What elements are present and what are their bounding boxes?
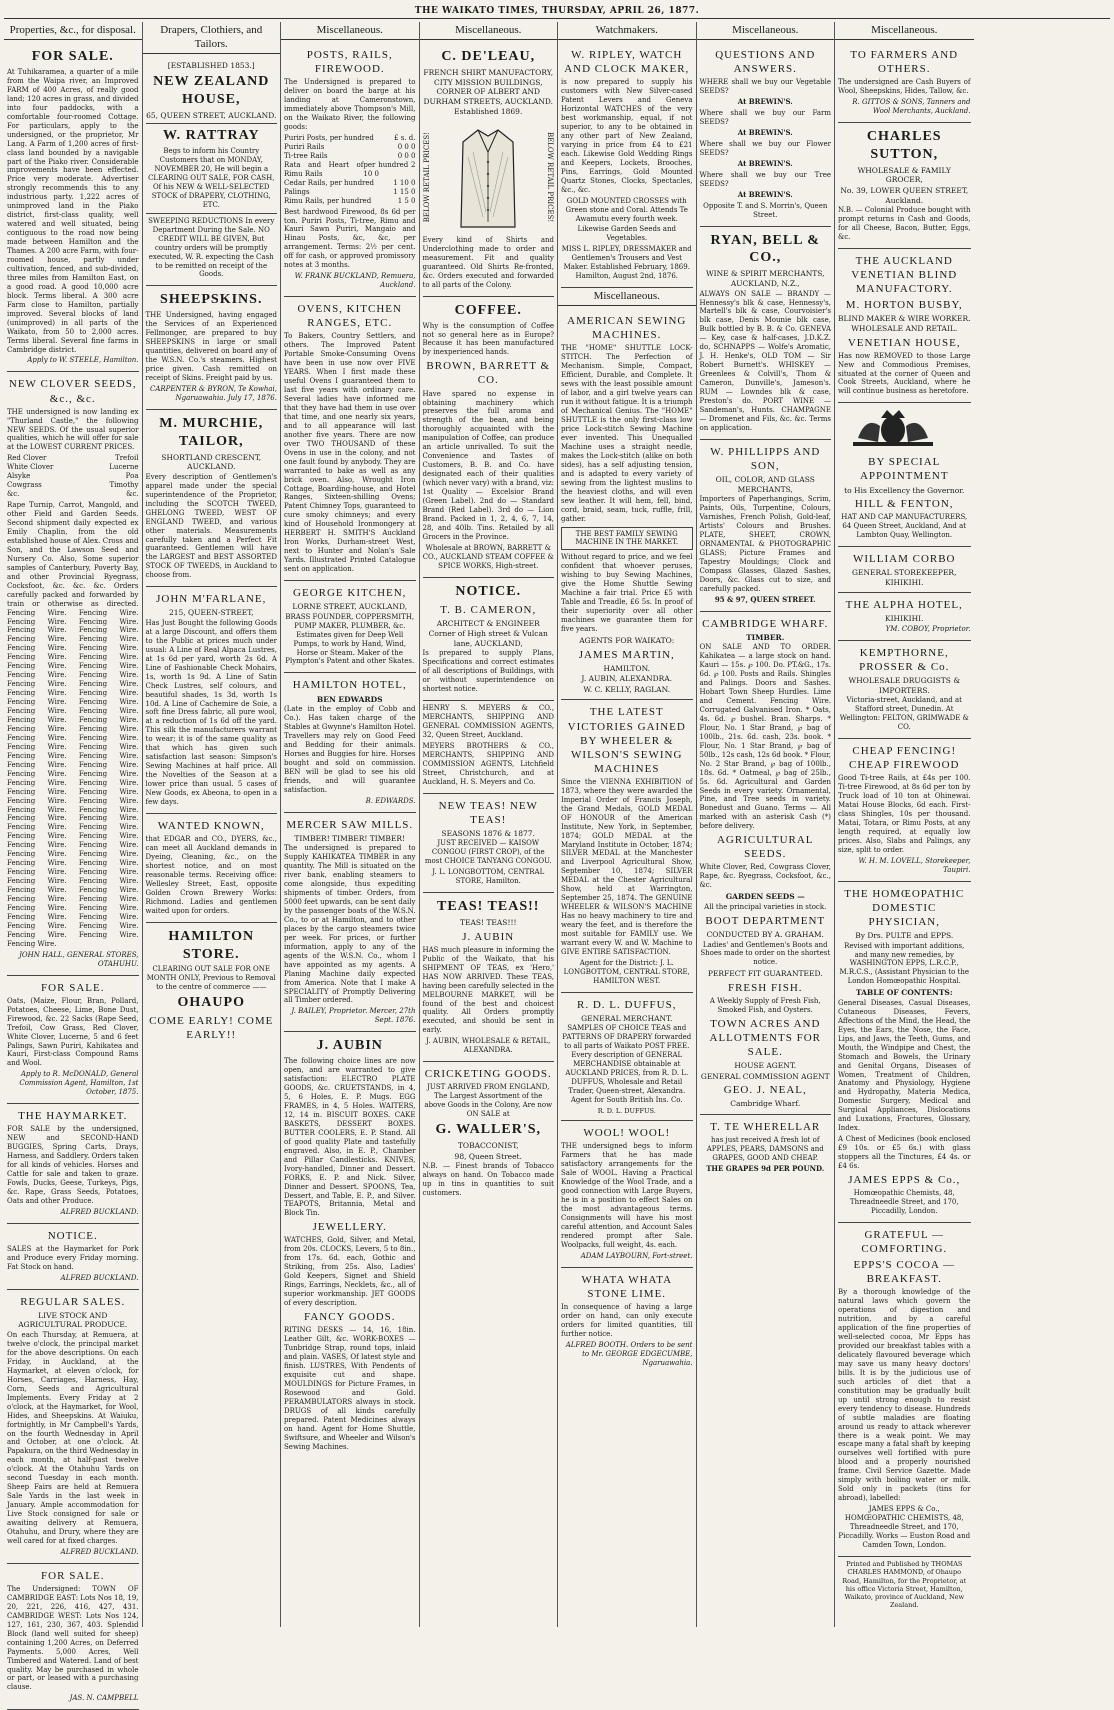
ad-title: TO FARMERS AND OTHERS.: [850, 49, 959, 76]
ad-body: Revised with important additions, and many new remedies, by WASHINGTON EPPS, L.R.C.P., M.R.C.S., (Assistant Physician to the London Homœopathic Hospital.: [839, 941, 970, 986]
ad-agent: J. AUBIN, ALEXANDRA.: [581, 674, 673, 684]
seed-item: &c.: [126, 490, 139, 499]
ad-cheap-fencing: [838, 739, 971, 882]
ad-cambridge-wharf: [700, 612, 832, 1115]
ad-title: T. TE WHERELLAR: [710, 1121, 821, 1134]
section-header: Miscellaneous.: [558, 288, 696, 306]
imprint-text: Printed and Published by THOMAS CHARLES HAMMOND, of Ohaupo Road, Hamilton, for the Proprietor, at his office Victoria Street, Hamilton, Waikato, province of Auckland, New Zealand.: [842, 1559, 967, 1610]
section-title: AGRICULTURAL SEEDS.: [716, 834, 814, 861]
ad-mcfarlane: [146, 587, 278, 814]
seed-item: Lucerne: [109, 463, 139, 472]
ad-signature: Apply to W. STEELE, Hamilton.: [27, 356, 139, 365]
price-value: 1 5 0: [397, 196, 416, 205]
ad-signature: ADAM LAYBOURN, Fort-street.: [580, 1251, 693, 1260]
ad-kempthorne: [838, 641, 971, 739]
ad-title: WANTED KNOWN,: [157, 819, 265, 832]
ad-title: THE AUCKLAND VENETIAN BLIND MANUFACTORY.: [851, 255, 958, 296]
qa-line: WHERE shall we buy our Vegetable SEEDS?: [699, 78, 831, 96]
ad-signature: B. EDWARDS.: [365, 796, 416, 805]
ad-body: Have spared no expense in obtaining machinery which preserves the full aroma and strength of the bean, and being thoroughly acquainted with the manipulation of Coffee, can produce an article unrivalled. To suit the Convenience and Tastes of Customers, B. B. and Co. have designated each of their qualities (which never vary) with a brand, viz: 1st Quality — Excelsior Brand (Green Label). 2nd do — Standard Brand (Red Label). 3rd do — Lion Brand. Packed in 1, 2, 4, 6, 7, 14, 28, and 40lb. Tins. Retailed by all Grocers in the Province.: [422, 389, 554, 541]
masthead: [4, 6, 1110, 19]
ad-body: Has now REMOVED to those Large New and Commodious Premises, situated at the corner of Queen and Cook Streets, Auckland, where he will continue business as heretofore.: [838, 351, 971, 396]
section-title: TOWN ACRES AND ALLOTMENTS FOR SALE.: [709, 1017, 821, 1059]
section-title: FRESH FISH.: [727, 981, 803, 994]
ad-title: TEAS! TEAS!!: [437, 899, 540, 915]
ad-title: OVENS, KITCHEN RANGES, ETC.: [297, 303, 402, 330]
ad-charles-sutton: [838, 123, 971, 249]
ad-sheepskins: [146, 286, 278, 409]
ad-signature: W. FRANK BUCKLAND, Remuera, Auckland.: [294, 272, 416, 290]
ad-signature: W. H. M. LOVELL, Storekeeper, Taupiri.: [858, 856, 971, 874]
ad-title: C. DE'LEAU,: [441, 49, 536, 65]
ad-signature: JOHN HALL, GENERAL STORES, OTAHUHU.: [19, 950, 139, 968]
ad-subtitle: ARCHITECT & ENGINEER: [436, 618, 540, 628]
ad-body: In consequence of having a large order on hand, can only execute orders for limited quantities, till further notice.: [561, 1302, 693, 1338]
ad-name: BEN EDWARDS: [316, 694, 383, 704]
qa-line: At BREWIN'S.: [737, 97, 793, 107]
ad-subtitle: TOBACCONIST,: [457, 1141, 519, 1151]
ad-wool: [561, 1121, 693, 1267]
ad-body: A Weekly Supply of Fresh Fish, Smoked Fish, and Oysters.: [709, 997, 821, 1015]
ad-place: OHAUPO: [177, 995, 245, 1011]
ad-posts-rails: [284, 43, 416, 297]
side-text: R. D. L. DUFFUS.: [597, 1107, 656, 1115]
ad-signature: ALFRED BUCKLAND.: [60, 1547, 139, 1556]
ad-body: has just received A fresh lot of APPLES, PEARS, DAMSONS and GRAPES, GOOD AND CHEAP.: [706, 1136, 824, 1163]
ad-title: J. AUBIN: [316, 1038, 383, 1054]
ad-subtitle: By Drs. PULTE and EPPS.: [855, 930, 954, 940]
ad-signature: J. AUBIN, WHOLESALE & RETAIL, ALEXANDRA.: [426, 1037, 551, 1055]
ad-teas-aubin: [423, 893, 555, 1062]
section-title: GARDEN SEEDS —: [725, 892, 805, 902]
ad-title: AMERICAN SEWING MACHINES.: [567, 315, 687, 342]
ad-name: JAMES EPPS & Co.,: [848, 1174, 961, 1187]
price-item: Cedar Rails, per hundred: [284, 178, 375, 187]
ad-title: RYAN, BELL & CO.,: [710, 232, 820, 266]
column-header: Miscellaneous.: [281, 22, 419, 40]
ad-name: W. RATTRAY: [162, 128, 260, 144]
ad-questions-answers: [700, 43, 832, 227]
ad-highlight: THE BEST FAMILY SEWING MACHINE IN THE MARKET.: [561, 527, 693, 551]
ad-cameron-architect: [423, 578, 555, 702]
ad-address: SHORTLAND CRESCENT, AUCKLAND.: [161, 452, 262, 472]
ad-body: SAMPLES OF CHOICE TEAS and PATTERNS OF DRAPERY forwarded to all parts of Waikato POST FREE. Every description of GENERAL MERCHANDISE obtainable at AUCKLAND PRICES, from R. D. L. DUFFUS, Wholesale and Retail Trader, Queen-street, Alexandra. Agent for South British Ins. Co.: [562, 1024, 692, 1105]
ad-subtitle: PERFECT FIT GUARANTEED.: [707, 969, 823, 979]
ad-body: SALES at the Haymarket for Pork and Produce every Friday morning. Fat Stock on hand.: [7, 1244, 139, 1271]
ad-subtitle: GENERAL MERCHANT.: [581, 1013, 673, 1023]
price-item: Rimu Rails, per hundred: [284, 196, 372, 205]
ad-title: NEW TEAS! NEW TEAS!: [438, 799, 538, 826]
ad-title: M. MURCHIE, TAILOR,: [159, 415, 264, 449]
ad-farmers: [838, 43, 971, 123]
ad-footer: THE GRAPES 9d PER POUND.: [706, 1164, 825, 1173]
ad-duffus: [561, 993, 693, 1122]
ad-ripley: [561, 43, 693, 288]
ad-subtitle: HAMILTON.: [603, 663, 651, 673]
ad-established: [ESTABLISHED 1853.]: [167, 61, 255, 71]
ad-ryan-bell: [700, 227, 832, 440]
ad-body: THE Undersigned, having engaged the Services of an Experienced Fellmonger, are prepared to buy SHEEPSKINS in large or small quantities, delivered on board any of the W.S.N. Co.'s steamers. Highest price given. Cash remitted on receipt of Skins. Freight paid by us.: [145, 311, 277, 382]
ad-body: Importers of Paperhangings, Scrim, Paints, Oils, Turpentine, Colours, Varnishes, French Polish, Gold-leaf, Artists' Colours and Brushes. PLATE, SHEET, CROWN, ORNAMENTAL & PHOTOGRAPHIC GLASS; Picture Frames and Tapestry Mouldings; Clock and Compass Glasses, Glazed Sashes, Doors, &c. Glass cut to size, and carefully packed.: [699, 495, 831, 593]
ad-clover-seeds: [7, 372, 139, 975]
section-title: JEWELLERY.: [312, 1221, 387, 1234]
ad-body: Without regard to price, and we feel confident that whoever peruses, wishing to buy Sewing Machines, give the Home Shuttle Sewing Machine a fair trial. Price £5 with Table and Treadle, £6 5s. In proof of their superiority over all other machines we guarantee them for five years.: [561, 553, 693, 634]
ad-body: CLEARING OUT SALE FOR ONE MONTH ONLY, Previous to Removal to the centre of commerce ——: [146, 965, 276, 992]
ad-body: All the principal varieties in stock.: [704, 902, 827, 911]
seed-item: White Clover: [7, 463, 54, 472]
ad-title: GRATEFUL — COMFORTING.: [861, 1228, 948, 1256]
ad-title: NOTICE.: [455, 583, 522, 599]
section-title: FANCY GOODS.: [304, 1311, 396, 1324]
price-item: Palings: [284, 187, 310, 196]
ad-title: THE LATEST VICTORIES GAINED BY WHEELER & WILSON'S SEWING MACHINES: [567, 706, 686, 775]
ad-ovens: [284, 297, 416, 581]
seed-list: [7, 454, 139, 499]
ad-body: THE undersigned is now landing ex "Thurland Castle," the following NEW SEEDS. Of the usual superior qualities, which he will offer for sale at the LOWEST CURRENT PRICES.: [7, 407, 139, 452]
ad-subtitle: TIMBER.: [746, 632, 785, 642]
ad-title: NEW ZEALAND HOUSE,: [153, 73, 270, 107]
ad-special-appointment: [838, 403, 971, 547]
price-value: per hundred 2 10 0: [363, 160, 416, 178]
column-header: Miscellaneous.: [697, 22, 835, 40]
ad-title: JOHN M'FARLANE,: [156, 593, 267, 606]
ad-subtitle: to His Excellency the Governor.: [844, 485, 965, 495]
ad-title: NOTICE.: [47, 1229, 98, 1242]
ad-hamilton-hotel: [284, 673, 416, 812]
royal-crest-icon: [838, 408, 948, 448]
ad-body: MISS L. RIPLEY, DRESSMAKER and Gentlemen's Trousers and Vest Maker. Established February, 1869. Hamilton, August 2nd, 1876.: [561, 245, 692, 281]
ad-body: Best hardwood Firewood, 8s 6d per ton. Puriri Posts, Ti-tree, Rimu and Kauri Sawn Puriri, Mangaio and Hinau Posts, &c, &c, per arrangement. Terms: 2½ per cent. off for cash, or approved promissory notes at 3 months.: [284, 207, 416, 270]
ad-title: CHEAP FENCING! CHEAP FIREWOOD: [849, 745, 960, 772]
ad-venetian-blind: [838, 249, 971, 403]
ad-epps-cocoa: [838, 1223, 971, 1557]
ad-name: T. B. CAMERON,: [440, 603, 537, 616]
ad-title: FOR SALE.: [31, 49, 114, 65]
ad-body: HAS much pleasure in informing the Public of the Waikato, that his SHIPMENT OF TEAS, ex 'Hero,' HAS NOW ARRIVED. These TEAS, having been carefully selected in the MELBOURNE MARKET, will be found of the best and choicest quality. All Orders promptly executed, and should be sent in early.: [422, 945, 554, 1035]
column-properties: [4, 22, 143, 1703]
ad-title: WOOL! WOOL!: [583, 1127, 671, 1140]
shirt-illustration: [453, 122, 523, 232]
ad-address: 98, Queen Street.: [454, 1151, 522, 1161]
ad-signature: COME EARLY! COME EARLY!!: [149, 1015, 274, 1042]
ad-title: MERCER SAW MILLS.: [286, 818, 414, 831]
ad-subtitle: HOUSE AGENT.: [734, 1061, 797, 1071]
ad-body: By a thorough knowledge of the natural laws which govern the operations of digestion and nutrition, and by a careful application of the fine properties of well-selected cocoa, Mr Epps has provided our breakfast tables with a delicately flavoured beverage which may save us many heavy doctors' bills. It is by the judicious use of such articles of diet that a constitution may be gradually built up until strong enough to resist every tendency to disease. Hundreds of subtle maladies are floating around us ready to attack wherever there is a weak point. We may escape many a fatal shaft by keeping ourselves well fortified with pure blood and a properly nourished frame. Civil Service Gazette. Made simply with boiling water or milk. Sold only in packets (tins for abroad), labelled:: [838, 1288, 971, 1503]
ad-name: GEO. J. NEAL,: [723, 1084, 807, 1097]
ad-body: GOLD MOUNTED CROSSES with Green stone and Coral. Attends Te Awamutu every fourth week.: [565, 196, 688, 223]
ad-aubin-goods: [284, 1032, 416, 1457]
price-item: Puriri Posts, per hundred: [284, 133, 374, 142]
ad-title: NEW CLOVER SEEDS, &c., &c.: [8, 378, 137, 405]
price-value: 1 10 0: [393, 178, 416, 187]
ad-body: ALWAYS ON SALE — BRANDY — Hennessy's blk & case, Hennessy's, Martell's blk & case, Courvoisier's blk case, Denis Mounie blk case, Bulk bottled by B. B. & Co. GENEVA — Key, case & half-cases, J.D.K.Z. do, SCHNAPPS — Wolfe's Aromatic, J. H. Henke's, OLD TOM — Sir Robert Burnett's. WHISKEY — Greenlees & Colvill's, Thom & Cameron, Dunville's, Jameson's. RUM — Lowndes blk & case, Preston's do. PORT WINE — Sandeman's, Hunts. CHAMPAGNE — Dromenet and Fils, &c. &c. Terms on application.: [699, 289, 831, 432]
ad-body: At Tuhikaramea, a quarter of a mile from the Waipa river, an Improved FARM of 400 Acres, of really good land; 120 acres in grass, and divided into four paddocks, with a comfortable four-roomed Cottage. For particulars, apply to the undersigned, or the proprietor, Mr Lang. A Farm of 1,200 acres of first-class land bounded by a navigable part of the Piako river. Considerable improvements have been effected. Price very moderate. Advertiser strongly recommends this to any industrious party. 1,222 acres of unimproved land in the Piako district, first-class quality, well watered and well situated, being contiguous to the road now being made between Hamilton and the Thames. A 200 acre Farm, with four-roomed house, partly under cultivation, fenced, and sub-divided, three miles from Hamilton East, on a good road. A good 10,000 acre block. Terms liberal. A 300 acre Farm close to Hamilton, partially improved. Several blocks of land (unimproved) in all parts of the Waikato, from 50 to 2,000 acres. Terms liberal. Several fine farms in Cambridge district.: [7, 67, 139, 354]
qa-line: Where shall we buy our Farm SEEDS?: [699, 109, 831, 127]
ad-subtitle: LIVE STOCK AND AGRICULTURAL PRODUCE.: [18, 1310, 128, 1330]
qa-line: At BREWIN'S.: [737, 128, 793, 137]
ad-established: Established 1869.: [454, 107, 523, 117]
ad-body: The Undersigned: TOWN OF CAMBRIDGE EAST: Lots Nos 18, 19, 20, 221, 226, 416, 427, 431. CAMBRIDGE WEST: Lots Nos 124, 127, 161, 230, 367, 403. Splendid Block (land well suited for sheep) containing 1,200 Acres, on Deferred Payments. 5,000 Acres, Well Timbered and Watered. Land of best quality. May be purchased in whole or part, or leased with a purchasing clause.: [7, 1584, 139, 1692]
ad-body: Every kind of Shirts and Underclothing made to order and measurement. Fit and quality guaranteed. Old Shirts Re-fronted, &c. Orders executed and forwarded to all parts of the Colony.: [422, 235, 554, 289]
ad-body: White Clover, Red, Cowgrass Clover, Rape, &c. Ryegrass, Cocksfoot, &c., &c.: [699, 863, 831, 890]
column-misc-1: [281, 22, 420, 1627]
ad-body: The following choice lines are now open, and are warranted to give satisfaction: ELECTRO PLATE GOODS, &c. CRUETSTANDS, in 4, 5, 6 Holes, E. P. Mugs. EGG FRAMES, in 4, 5 Holes. WAITERS, 12, 14 in. BISCUIT BOXES. CAKE BASKETS, DESSERT BOXES. BUTTER COOLERS, E. P. Stand. All of good quality Plate and tastefully engraved. Also, in E. P., Chamber and Pillar Candlesticks. KNIVES, Ivory-handled, Dinner and Dessert. FORKS, E. P. and Nick. Silver, Dinner and Dessert. SPOONS, Tea, Dessert, and Table, E. P., and Silver. TEAPOTS, Britannia, Metal and Block Tin.: [284, 1057, 416, 1218]
ad-title: GEORGE KITCHEN,: [293, 587, 407, 600]
ad-signature: CARPENTER & BYRON, Te Kowhai, Ngaruawahia. July 17, 1876.: [149, 384, 277, 402]
ad-whata-lime: [561, 1268, 693, 1374]
ad-body: On each Thursday, at Remuera, at twelve o'clock, the principal market for the above descriptions. On each Friday, in Auckland, at the Haymarket, at eleven o'clock, for Horses, Carriages, Harness, Hay, Corn, Seeds and Agricultural Implements. Every Friday at 2 o'clock, at the Haymarket, for Wool, Hides, and Sheepskins. At Waiuku, fortnightly, in Mr Campbell's Yards, on the fourth Wednesday in April and October, at one o'clock. At Papakura, on the third Wednesday in each month, at half-past twelve o'clock. At the Otahuhu Yards on second Tuesday in each month. Sheep Fairs are held at Remuera Sale Yards in the last week in January. Ample accommodation for Live Stock consigned for sale or awaiting delivery at Remuera, Otahuhu, and Drury, where they are well cared for at fixed charges.: [7, 1331, 139, 1545]
ad-title: CRICKETING GOODS.: [424, 1068, 552, 1081]
price-value: 1 15 0: [393, 187, 416, 196]
ad-signature: JAS. N. CAMPBELL: [69, 1694, 139, 1703]
ad-body: Homœopathic Chemists, 48, Threadneedle Street, and 170, Piccadilly, London.: [849, 1189, 959, 1215]
ad-george-kitchen: [284, 581, 416, 673]
ad-body: WATCHES, Gold, Silver, and Metal, from 20s. CLOCKS, Levers, 5 to 8in., from 17s. 6d. each, Gothic and Striking, from 25s. Also, Ladies' Gold Keepers, Signet and Shield Rings, Earrings, Necklets, &c., all of superior workmanship. JET GOODS of every description.: [284, 1236, 416, 1308]
ad-subtitle: CONDUCTED BY A. GRAHAM.: [706, 929, 824, 939]
ad-phillipps: [700, 440, 832, 612]
column-misc-3: [697, 22, 836, 1627]
ad-signature: Apply to R. McDONALD, General Commission Agent, Hamilton, 1st October, 1875.: [19, 1070, 139, 1097]
ad-subtitle: KIHIKIHI.: [884, 614, 924, 624]
ad-body: Ladies' and Gentlemen's Boots and Shoes made to order on the shortest notice.: [700, 940, 831, 967]
ad-address: Cambridge Wharf.: [730, 1099, 801, 1109]
ad-title: SHEEPSKINS.: [160, 292, 263, 308]
seed-item: &c.: [7, 490, 20, 499]
ad-american-sewing: [561, 309, 693, 700]
ad-agent: W. C. KELLY, RAGLAN.: [583, 684, 671, 694]
ad-title: CHARLES SUTTON,: [866, 129, 942, 162]
ad-body: Likewise Garden Seeds and Vegetables.: [577, 225, 676, 243]
price-item: Puriri Rails: [284, 142, 325, 151]
ad-subtitle: WINE & SPIRIT MERCHANTS, AUCKLAND, N.Z.,: [705, 269, 825, 288]
ad-body: The undersigned is prepared to Supply KAHIKATEA TIMBER in any quantity. The Mill is situated on the river bank, enabling steamers to come alongside, thus expediting shipments of timber. Orders, from 5000 feet upwards, can be sent daily by the passenger boats of the W.S.N. Co., to or at Hamilton, and to other places by the cargo steamers twice per week. For prices, or further information, apply to any of the agents of the W.S.N. Co., whom I have appointed as my agents. A Planing Machine daily expected from America. Note that I make A SPECIALITY of Promptly Delivering all Timber ordered.: [284, 844, 416, 1005]
price-item: Ti-tree Rails: [284, 151, 328, 160]
column-header: Miscellaneous.: [835, 22, 974, 40]
ad-signature: JAMES EPPS & Co., HOMŒOPATHIC CHEMISTS, 48, Threadneedle Street, and 170, Piccadilly. Works — Euston Road and Camden Town, London.: [838, 1505, 971, 1549]
ad-oats-sale: [7, 976, 139, 1105]
masthead-title: THE WAIKATO TIMES, THURSDAY, APRIL 26, 1877.: [414, 6, 700, 16]
ad-name: BROWN, BARRETT & CO.: [426, 360, 551, 387]
side-text: BELOW RETAIL PRICES!: [422, 131, 431, 223]
qa-line: At BREWIN'S.: [737, 158, 793, 168]
columns: [4, 22, 1110, 1703]
ad-title: REGULAR SALES.: [20, 1295, 126, 1308]
ad-signature: Opposite T. and S. Morrin's, Queen Street.: [703, 201, 828, 219]
ad-signature: Agent for the District: J. L. LONGBOTTOM, CENTRAL STORE, HAMILTON WEST.: [563, 958, 690, 985]
ad-body: (Late in the employ of Cobb and Co.). Has taken charge of the Stables at Gwynne's Hamilton Hotel. Travellers may rely on Good Feed and Bedding for their animals. Horses and Buggies for hire. Horses bought and sold on commission. BEN will be glad to see his old friends, and will guarantee satisfaction.: [284, 705, 416, 794]
ad-title: COFFEE.: [454, 302, 522, 318]
ad-body: Since the VIENNA EXHIBITION of 1873, where they were awarded the Imperial Order of Francis Joseph, the Grand Medals, GOLD MEDAL OF HONOUR of the American Institute, New York, in September, 1874; GOLD MEDAL at the Maryland Institute in October, 1874; SILVER MEDAL at the Manchester and Liverpool Agricultural Show, September 10, 1874; SILVER MEDAL at the Chester Agricultural Show, held at Warrington, September 25, 1874. The GENUINE WHEELER & WILSON'S MACHINE Has no heavy machinery to tire and weary the feet, and is therefore the most suitable for FAMILY use. We warrant every W. and W. Machine to GIVE ENTIRE SATISFACTION.: [561, 777, 693, 956]
ad-body: ON SALE AND TO ORDER. Kahikatea — a large stock on hand. Kauri — 15s. ℘ 100. Do. PT.&G., 17s. 6d. ℘ 100. Posts and Rails. Shingles and Palings. Doors and Sashes. Hobart Town Sheep Hurdles. Lime and Cement. Fencing Wire. Corrugated Galvanised Iron. * Oats, 4s. 6d. ℘ bushel. Bran. Sharps. * Flour, No. 1 Star Brand, ℘ bag of 100lb., 21s. 6d. cash, 23s. book. * Flour, No. 1 Star Brand, ℘ bag of 50lb., 12s cash, 12s 6d book. * Flour, No. 2 Star Brand, ℘ bag of 100lb., 18s. 6d. * Oatmeal, ℘ bag of 25lb., 5s. 6d. Agricultural and Garden Seeds in every variety. Ornamental, Pine, and Tree seeds in variety. Bonedust and Guano. Terms — All marked with an asterisk Cash (*) before delivery.: [699, 643, 832, 831]
ad-subtitle: EPPS'S COCOA — BREAKFAST.: [853, 1259, 956, 1286]
seed-item: Poa: [125, 472, 139, 481]
ad-body: Why is the consumption of Coffee not so general here as in Europe? Because it has been manufactured by inexperienced hands.: [422, 321, 554, 357]
ad-subtitle: TEAS! TEAS!!!: [459, 918, 517, 928]
ad-hamilton-store: [146, 923, 278, 1049]
ad-subtitle: WHOLESALE & FAMILY GROCER,: [857, 165, 951, 185]
column-header: Properties, &c., for disposal.: [4, 22, 142, 40]
ad-subtitle: OIL, COLOR, AND GLASS MERCHANTS,: [715, 474, 815, 494]
ad-regular-sales: [7, 1290, 139, 1564]
ad-body: Oats, (Maize, Flour, Bran, Pollard, Potatoes, Cheese, Lime, Bone Dust, Firewood, &c. 22 Sacks (Rape Seed, Trefoil, Cow Grass, Red Clover, White Clover, Lucerne, 5 and 6 feet Palings, Sawn Puriri, Kahikatea and Kauri, First-class Compound Rams and Wool.: [7, 996, 139, 1068]
ad-body: JUST ARRIVED FROM ENGLAND, The Largest Assortment of the above Goods in the Colony, Are now ON SALE at: [424, 1083, 553, 1119]
ad-title: THE HOMŒOPATHIC DOMESTIC PHYSICIAN,: [844, 887, 965, 928]
ad-haymarket: [7, 1104, 139, 1224]
ad-body: FOR SALE by the undersigned, NEW and SECOND-HAND BUGGIES, Spring Carts, Drays, Harness, and Saddlery. Orders taken for all kinds of vehicles. Horses and Cattle for sale and taken to graze. Fowls, Ducks, Geese, Turkeys, Pigs, &c. Rape, Grass Seeds, Potatoes, Oats and other Produce.: [7, 1125, 139, 1205]
price-item: Rata and Heart of Rimu Rails: [284, 160, 364, 178]
ad-cricketing-goods: [423, 1062, 555, 1204]
ad-title: HAMILTON STORE.: [168, 928, 255, 962]
ad-body: is now prepared to supply his customers with New Silver-cased Patent Levers and Geneva Horizontal WATCHES of the very best workmanship, equal, if not superior, to any to be obtained in any other part of New Zealand, varying in price from £4 to £21 each. Likewise Gold Wedding Rings and Keepers, Lockets, Brooches, Pins, Earrings, Gold Mounted Quartz Stones, Clocks, Spectacles, &c., &c.: [561, 78, 693, 194]
ad-body: MEYERS BROTHERS & CO., MERCHANTS, SHIPPING AND COMMISSION AGENTS, Litchfield Street, Christchurch, and at Auckland, H. S. Meyers and Co.: [422, 741, 554, 786]
column-watchmakers: [558, 22, 697, 1627]
ad-body: Is prepared to supply Plans, Specifications and correct estimates of all descriptions of Buildings, with or without superintendence on shortest notice.: [422, 649, 554, 694]
column-header: Watchmakers.: [558, 22, 696, 40]
ad-body: Victoria-street, Auckland, and at Stafford street, Dunedin. At Wellington: FELTON, GRIMWADE & CO.: [839, 696, 969, 732]
ad-title: W. RIPLEY, WATCH AND CLOCK MAKER,: [564, 49, 690, 76]
ad-alpha-hotel: [838, 593, 971, 641]
price-value: £ s. d.: [394, 133, 416, 142]
ad-title: WILLIAM CORBO: [852, 553, 956, 566]
ad-house: VENETIAN HOUSE,: [847, 336, 961, 349]
ad-murchie-tailor: [146, 410, 278, 587]
ad-subtitle: FRENCH SHIRT MANUFACTORY, CITY MISSION BUILDINGS, CORNER OF ALBERT AND DURHAM STREETS, AUCKLAND.: [423, 67, 554, 106]
ad-title: R. D. L. DUFFUS,: [577, 998, 677, 1011]
qa-line: At BREWIN'S.: [737, 189, 793, 199]
ad-body: Every description of Gentlemen's apparel made under the special superintendence of the Proprietor, including the SCOTCH TWEED, GHELONG TWEED, WEST OF ENGLAND TWEED, and various other materials. Measurements carefully taken and a Perfect Fit guaranteed. Gentlemen will have the LARGEST and BEST ASSORTED STOCK OF TWEEDS, in Auckland to choose from.: [145, 472, 277, 580]
ad-body: To Bakers, Country Settlers, and others. The Improved Patent Portable Smoke-Consuming Ovens have been in use now over FIVE YEARS. When I first made these useful Ovens I guaranteed them to last five years with ordinary care. Several ladies have informed me that they have had them in use over that time, and one nearly six years, and to all appearance will last another five years. There are now over TWO THOUSAND of these Ovens in use in the colony, and not one fault found by anybody. They are warranted to bake as well as any brick oven. Also, Wrought Iron Cottage, Boarding-house, and Hotel Ranges, Sixteen-shilling Ovens; Patent Chimney Tops, guaranteed to cure smoky chimneys; and every kind of Household Ironmongery at HERBERT H. SMITH'S Auckland Iron Works, Durham-street West, next to Hunter and Nolan's Sale Yards. Illustrated Printed Catalogue sent on application.: [284, 332, 416, 574]
ad-body: that EDGAR and CO., DYERS, &c., can meet all Auckland demands in Dyeing, Cleaning, &c., on the shortest notice, and on most reasonable terms. Receiving office: Wellesley Street, East, opposite Golden Crown Brewery Works: Richmond. Ladies and gentlemen waited upon for orders.: [145, 835, 277, 915]
ad-title: WHATA WHATA STONE LIME.: [581, 1273, 673, 1300]
ad-body: Has Just Bought the following Goods at a large Discount, and offers them to the Public at prices much under usual: A Line of Real Alpaca Lustres, at 1s 6d per yard, worth 2s 6d. A Line of Fashionable Check Mohairs, 1s, worth 1s 9d. A Line of Satin Check Lustres, self colours, and beautiful shades, 1s 3d, worth 1s 10d. A Line of Cachemire de Soie, a soft fine Dress fabric, all pure wool, at a reduction of 1s 6d off the yard. This silk the manufacturers warrant to wear; it is of the same quality as that which has given such satisfaction last season: Simpson's Sewing Machines at half price. All the Novelties of the Season at a lower price than usual. 5 cases of New Goods, ex Abeona, to open in a few days.: [145, 618, 277, 807]
qa-line: Where shall we buy our Tree SEEDS?: [699, 170, 831, 188]
ad-name: G. WALLER'S,: [435, 1122, 541, 1138]
ad-homeopathic-physician: [838, 882, 971, 1223]
ad-body: The undersigned are Cash Buyers of Wool, Sheepskins, Hides, Tallow, &c.: [838, 78, 971, 96]
seed-item: Cowgrass: [7, 481, 42, 490]
ad-body: The Undersigned is prepared to deliver on board the barge at his landing at Cameronstown, immediately above Thompson's Mill, on the Waikato River, the following goods:: [284, 78, 416, 131]
ad-signature: 95 & 97, QUEEN STREET.: [714, 594, 816, 604]
ad-address: No. 39, LOWER QUEEN STREET, Auckland.: [840, 186, 969, 205]
seed-item: Alsyke: [7, 472, 31, 481]
ad-name: J. AUBIN: [462, 930, 515, 943]
ad-subtitle: GENERAL COMMISSION AGENT: [700, 1071, 830, 1081]
ad-signature: R. GITTOS & SONS, Tanners and Wool Merchants, Auckland.: [852, 98, 971, 116]
ad-title: BY SPECIAL APPOINTMENT: [859, 456, 949, 483]
ad-title: THE HAYMARKET.: [18, 1110, 128, 1123]
ad-body: A Chest of Medicines (book enclosed £9 10s. or £5 6s.) with glass stoppers all the Tinctures, £4 4s. or £4 6s.: [838, 1135, 971, 1171]
ad-signature: ALFRED BOOTH. Orders to be sent to Mr. GEORGE EDGECUMBE, Ngaruawahia.: [565, 1340, 693, 1367]
ad-body: General Diseases, Casual Diseases, Cutaneous Diseases, Fevers, Affections of the Mind, the Head, the Eyes, the Ears, the Nose, the Face, Lips, and Jaws, the Teeth, Gums, and Mouth, the Windpipe and Chest, the Stomach and Bowels, the Urinary and Genital Organs, Diseases of Women, Treatment of Children, Anatomy and Physiology, Hygiene and Hydropathy, Materia Medica, Domestic Surgery, Medical and Surgical Appliances, Dislocations and Luxations, Fractures, Glossary, Index.: [838, 998, 971, 1133]
ad-signature: YM. COBOY, Proprietor.: [885, 624, 971, 633]
column-header: Drapers, Clothiers, and Tailors.: [143, 22, 281, 54]
ad-subtitle: SEASONS 1876 & 1877.: [441, 828, 535, 838]
ad-signature: Wholesale at BROWN, BARRETT & CO., AUCKLAND STEAM COFFEE & SPICE WORKS, High-street.: [422, 543, 554, 570]
ad-body: HAT AND CAP MANUFACTURERS, 64 Queen Street, Auckland, And at Lambton Quay, Wellington.: [841, 513, 968, 540]
ad-mercer-saw-mills: [284, 813, 416, 1033]
ad-title: W. PHILLIPPS AND SON,: [710, 445, 821, 472]
ad-body: Begs to inform his Country Customers that on MONDAY, NOVEMBER 20, He will begin a CLEARING OUT SALE, FOR CASH, Of his NEW & WELL-SELECTED STOCK of DRAPERY, CLOTHING, ETC.: [148, 147, 275, 209]
ad-name: JAMES MARTIN,: [578, 648, 675, 661]
ad-body: N.B. — Finest brands of Tobacco always on hand. On Tobacco made up in tins in quantities to suit customers.: [422, 1162, 554, 1198]
ad-meyers: [423, 701, 555, 794]
ad-body: Rape Turnip, Carrot, Mangold, and other Field and Garden Seeds. Second shipment daily expected ex Emily Chaplin, from the old established house of Alex. Cross and Son, and the Lawson Seed and Nursery Co. Also, Some superior samples of Canterbury, Poverty Bay, and other Provincial Ryegrass, Cocksfoot, &c. &c. &c. Orders carefully packed and forwarded by train or otherwise as directed. Fencing Wire. Fencing Wire. Fencing Wire. Fencing Wire. Fencing Wire. Fencing Wire. Fencing Wire. Fencing Wire. Fencing Wire. Fencing Wire. Fencing Wire. Fencing Wire. Fencing Wire. Fencing Wire. Fencing Wire. Fencing Wire. Fencing Wire. Fencing Wire. Fencing Wire. Fencing Wire. Fencing Wire. Fencing Wire. Fencing Wire. Fencing Wire. Fencing Wire. Fencing Wire. Fencing Wire. Fencing Wire. Fencing Wire. Fencing Wire. Fencing Wire. Fencing Wire. Fencing Wire. Fencing Wire. Fencing Wire. Fencing Wire. Fencing Wire. Fencing Wire. Fencing Wire. Fencing Wire. Fencing Wire. Fencing Wire. Fencing Wire. Fencing Wire. Fencing Wire. Fencing Wire. Fencing Wire. Fencing Wire. Fencing Wire. Fencing Wire. Fencing Wire. Fencing Wire. Fencing Wire. Fencing Wire. Fencing Wire. Fencing Wire. Fencing Wire. Fencing Wire. Fencing Wire. Fencing Wire. Fencing Wire. Fencing Wire. Fencing Wire. Fencing Wire. Fencing Wire. Fencing Wire. Fencing Wire. Fencing Wire. Fencing Wire. Fencing Wire. Fencing Wire. Fencing Wire. Fencing Wire. Fencing Wire. Fencing Wire.: [7, 501, 139, 948]
ad-name: HILL & FENTON,: [854, 498, 954, 511]
ad-deleau-shirts: [423, 43, 555, 297]
section-title: TABLE OF CONTENTS:: [855, 988, 953, 998]
ad-body: HENRY S. MEYERS & CO., MERCHANTS, SHIPPING AND GENERAL COMMISSION AGENTS, 32, Queen Street, Auckland.: [422, 704, 554, 739]
ad-wanted-known: [146, 814, 278, 923]
ad-body: THE "HOME" SHUTTLE LOCK-STITCH. The Perfection of Mechanism. Simple, Compact, Efficient, Durable, and Complete. It sews with the least possible amount of labor, and a girl twelve years can run it without fatigue. It is a triumph of Mechanical Genius. The "HOME" SHUTTLE is the only first-class low price Lock-stitch Sewing Machine ever invented. This Unequalled Machine uses a straight needle, makes the Lock-stitch (alike on both sides), has a self adjusting tension, and is adapted to every variety of sewing from the lightest muslins to the heaviest cloths, and will even sew leather. It will hem, fell, bind, cord, braid, seam, tuck, ruffle, frill, gather.: [561, 344, 693, 523]
price-value: 0 0 0: [397, 142, 416, 151]
ad-body: Good Ti-tree Rails, at £4s per 100. Ti-tree Firewood, at 8s 6d per ton by Truck load of 10 ton at Ohinewai. Matai House Blocks, 6d each. First-class Shingles, 10s per thousand. Matai, Totara, or Rimu Posts, at any length required, at equally low prices. Also, Slabs and Palings, any size, split to order.: [838, 774, 971, 854]
ad-address: Corner of High street & Vulcan lane, AUCKLAND,: [428, 629, 548, 648]
section-title: BOOT DEPARTMENT: [705, 914, 826, 927]
ad-body: RITING DESKS — 14, 16, 18in. Leather Gilt, &c. WORK-BOXES — Tunbridge Strap, round tops, inlaid and plain. VASES, Of latest style and finish. LUSTRES, With Pendents of exquisite cut and shape. MOULDINGS for Picture Frames, in Rosewood and Gold. PERAMBULATORS always in stock. DRUGS of all kinds carefully prepared. Patent Medicines always on hand. Agent for Home Shuttle, Swiftsure, and Wheeler and Wilson's Sewing Machines.: [284, 1326, 416, 1451]
ad-title: FOR SALE.: [41, 981, 105, 994]
column-misc-4: [835, 22, 974, 1627]
column-misc-2: [420, 22, 559, 1627]
ad-william-corbo: [838, 547, 971, 593]
ad-title: THE ALPHA HOTEL,: [845, 599, 963, 612]
ad-signature: J. BAILEY, Proprietor. Mercer, 27th Sept. 1876.: [291, 1007, 416, 1025]
seed-item: Timothy: [109, 481, 139, 490]
ad-tewherellar: [700, 1115, 832, 1180]
ad-coffee: [423, 297, 555, 578]
ad-body: THE undersigned begs to inform Farmers that he has made satisfactory arrangements for the Sale of WOOL. Having a Practical Knowledge of the Wool Trade, and a good connection with Large Buyers, he is in a position to effect Sales on the most advantageous terms. Consignments will have his most careful attention, and Account Sales rendered prompt after Sale. Woolpacks, full weight, 4s. each.: [561, 1142, 693, 1249]
seed-item: Red Clover: [7, 454, 47, 463]
price-list: [284, 134, 416, 206]
ad-title: QUESTIONS AND ANSWERS.: [715, 49, 816, 76]
column-header: Miscellaneous.: [420, 22, 558, 40]
ad-notice: [7, 1224, 139, 1290]
ad-new-teas: [423, 794, 555, 894]
ad-signature: J. L. LONGBOTTOM, CENTRAL STORE, Hamilton.: [432, 868, 545, 886]
ad-body: N.B. — Colonial Produce bought with prompt returns in Cash and Goods, for all Cheese, Bacon, Butter, Eggs, &c.: [838, 206, 971, 242]
ad-wheeler-wilson: [561, 700, 693, 992]
ad-subtitle: WHOLESALE DRUGGISTS & IMPORTERS.: [848, 676, 960, 695]
printer-imprint: [838, 1557, 971, 1616]
ad-title: KEMPTHORNE, PROSSER & Co.: [859, 646, 950, 673]
ad-new-zealand-house: [146, 57, 278, 286]
ad-title: HAMILTON HOTEL,: [292, 679, 407, 692]
ad-address: LORNE STREET, AUCKLAND,: [292, 602, 408, 612]
ad-address: 65, QUEEN STREET, AUCKLAND.: [146, 110, 277, 120]
ad-title: POSTS, RAILS, FIREWOOD.: [306, 49, 393, 76]
ad-subtitle: GENERAL STOREKEEPER, KIHIKIHI.: [852, 568, 957, 587]
ad-subtitle: BLIND MAKER & WIRE WORKER. WHOLESALE AND RETAIL.: [838, 314, 971, 333]
ad-signature: ALFRED BUCKLAND.: [60, 1273, 139, 1282]
ad-body: SWEEPING REDUCTIONS In every Department During the Sale. NO CREDIT WILL BE GIVEN, But country orders will be promptly executed, W. R. expecting the Cash to be remitted on receipt of the Goods.: [148, 216, 275, 279]
ad-body: JUST RECEIVED — KAISOW CONGOU (FIRST CROP), of the most CHOICE TANYANG CONGOU.: [424, 839, 552, 866]
qa-line: Where shall we buy our Flower SEEDS?: [699, 139, 831, 157]
ad-agents: AGENTS FOR WAIKATO:: [579, 635, 675, 645]
seed-item: Trefoil: [115, 454, 139, 463]
ad-body: BRASS FOUNDER, COPPERSMITH, PUMP MAKER, PLUMBER, &c. Estimates given for Deep Well Pumps, to work by Hand, Wind, Horse or Steam. Maker of the Plympton's Patent and other Skates.: [285, 612, 415, 666]
ad-name: M. HORTON BUSBY,: [845, 299, 963, 312]
ad-signature: ALFRED BUCKLAND.: [60, 1207, 139, 1216]
side-text: BELOW RETAIL PRICES!: [546, 131, 554, 223]
ad-title: FOR SALE.: [41, 1569, 105, 1582]
ad-subtitle: TIMBER! TIMBER! TIMBER!: [294, 833, 406, 843]
ad-cambridge-lots: [7, 1564, 139, 1710]
column-drapers: [143, 22, 282, 1627]
ad-farm-sale: [7, 43, 139, 372]
ad-title: CAMBRIDGE WHARF.: [702, 617, 829, 630]
price-value: 0 0 0: [397, 151, 416, 160]
ad-address: 215, QUEEN-STREET,: [168, 608, 254, 618]
